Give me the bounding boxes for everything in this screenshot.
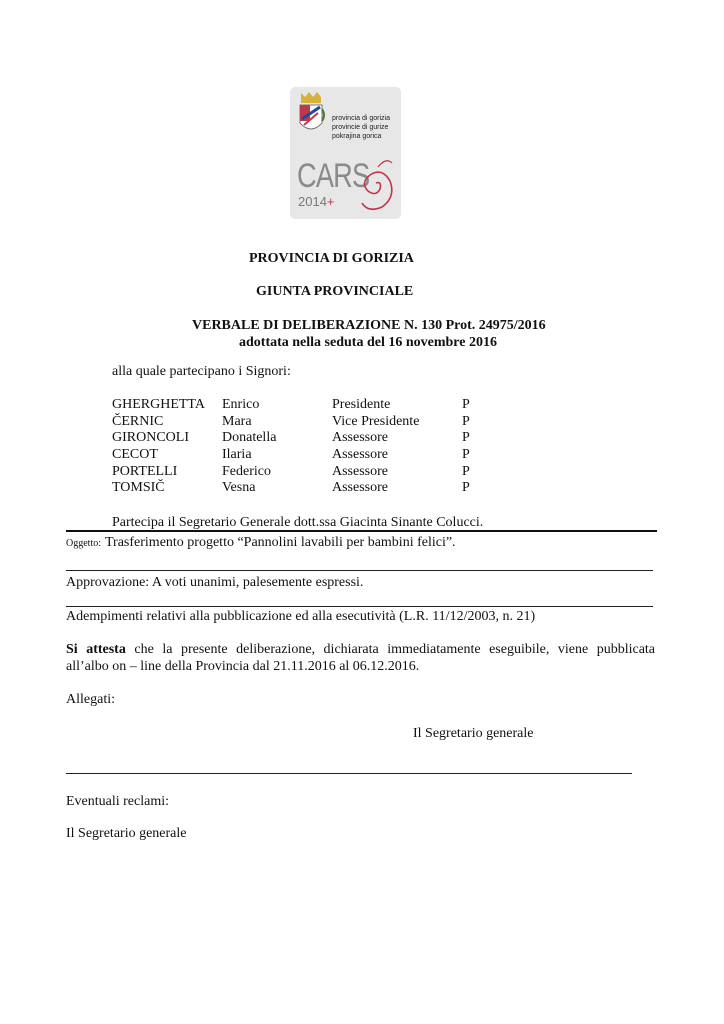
oggetto-row	[66, 533, 456, 551]
member-role: Assessore	[332, 447, 388, 463]
reclami-label: Eventuali reclami:	[66, 794, 170, 809]
allegati-label: Allegati:	[66, 692, 115, 707]
member-presence: P	[462, 463, 470, 479]
member-name: Donatella	[222, 430, 277, 446]
province-logo	[290, 87, 401, 219]
member-row	[112, 414, 482, 431]
approvazione-text: Approvazione: A voti unanimi, palesemente espressi.	[66, 575, 364, 590]
logo-line-2: provincie di gurize	[332, 124, 389, 131]
province-title: PROVINCIA DI GORIZIA	[249, 251, 414, 266]
member-name: Mara	[222, 413, 252, 429]
member-name: Vesna	[222, 480, 256, 496]
member-role: Vice Presidente	[332, 413, 420, 429]
member-presence: P	[462, 413, 470, 429]
divider-2	[66, 606, 653, 607]
attesta-line-2: all’albo on – line della Provincia dal 21.11.2016 al 06.12.2016.	[66, 659, 420, 674]
member-presence: P	[462, 397, 470, 412]
spiral-icon	[356, 153, 396, 215]
logo-brand: CARS	[297, 157, 370, 195]
seduta-line: adottata nella seduta del 16 novembre 2016	[239, 335, 497, 350]
segretario-signature-2: Il Segretario generale	[66, 826, 187, 841]
member-role: Assessore	[332, 480, 388, 496]
intro-text: alla quale partecipano i Signori:	[112, 364, 291, 379]
member-surname: PORTELLI	[112, 463, 178, 479]
members-table	[112, 397, 482, 497]
member-surname: CECOT	[112, 447, 158, 463]
logo-line-1: provincia di gorizia	[332, 115, 390, 122]
member-row	[112, 447, 482, 464]
attesta-text: che la presente deliberazione, dichiarata immediatamente eseguibile, viene pubblicata	[134, 642, 656, 657]
segretario-signature-1: Il Segretario generale	[413, 726, 534, 741]
logo-line-3: pokrajina gorica	[332, 133, 382, 140]
divider-1	[66, 570, 653, 571]
verbale-title: VERBALE DI DELIBERAZIONE N. 130 Prot. 24975/2016	[192, 318, 546, 333]
member-name: Enrico	[222, 397, 260, 412]
logo-year-wrap	[298, 194, 335, 209]
member-surname: TOMSIČ	[112, 480, 165, 496]
member-surname: ČERNIC	[112, 413, 164, 429]
attesta-line-1	[66, 642, 655, 658]
member-presence: P	[462, 447, 470, 463]
member-row	[112, 430, 482, 447]
divider-main	[66, 530, 657, 532]
member-surname: GHERGHETTA	[112, 397, 205, 412]
member-row	[112, 464, 482, 481]
member-role: Assessore	[332, 463, 388, 479]
member-role: Presidente	[332, 397, 391, 412]
attesta-bold: Si attesta	[66, 642, 126, 657]
divider-3	[66, 773, 632, 774]
coat-of-arms-icon	[296, 91, 326, 137]
member-presence: P	[462, 480, 470, 496]
oggetto-label: Oggetto:	[66, 538, 101, 549]
member-surname: GIRONCOLI	[112, 430, 189, 446]
secretary-line: Partecipa il Segretario Generale dott.ssa Giacinta Sinante Colucci.	[112, 515, 484, 530]
member-role: Assessore	[332, 430, 388, 446]
adempimenti-text: Adempimenti relativi alla pubblicazione ed alla esecutività (L.R. 11/12/2003, n. 21)	[66, 609, 536, 624]
oggetto-text: Trasferimento progetto “Pannolini lavabili per bambini felici”.	[105, 535, 456, 550]
logo-year: 2014	[298, 194, 327, 209]
member-presence: P	[462, 430, 470, 446]
member-row	[112, 480, 482, 497]
member-row	[112, 397, 482, 414]
logo-plus: +	[326, 194, 335, 209]
member-name: Federico	[222, 463, 271, 479]
council-title: GIUNTA PROVINCIALE	[256, 284, 414, 299]
member-name: Ilaria	[222, 447, 252, 463]
